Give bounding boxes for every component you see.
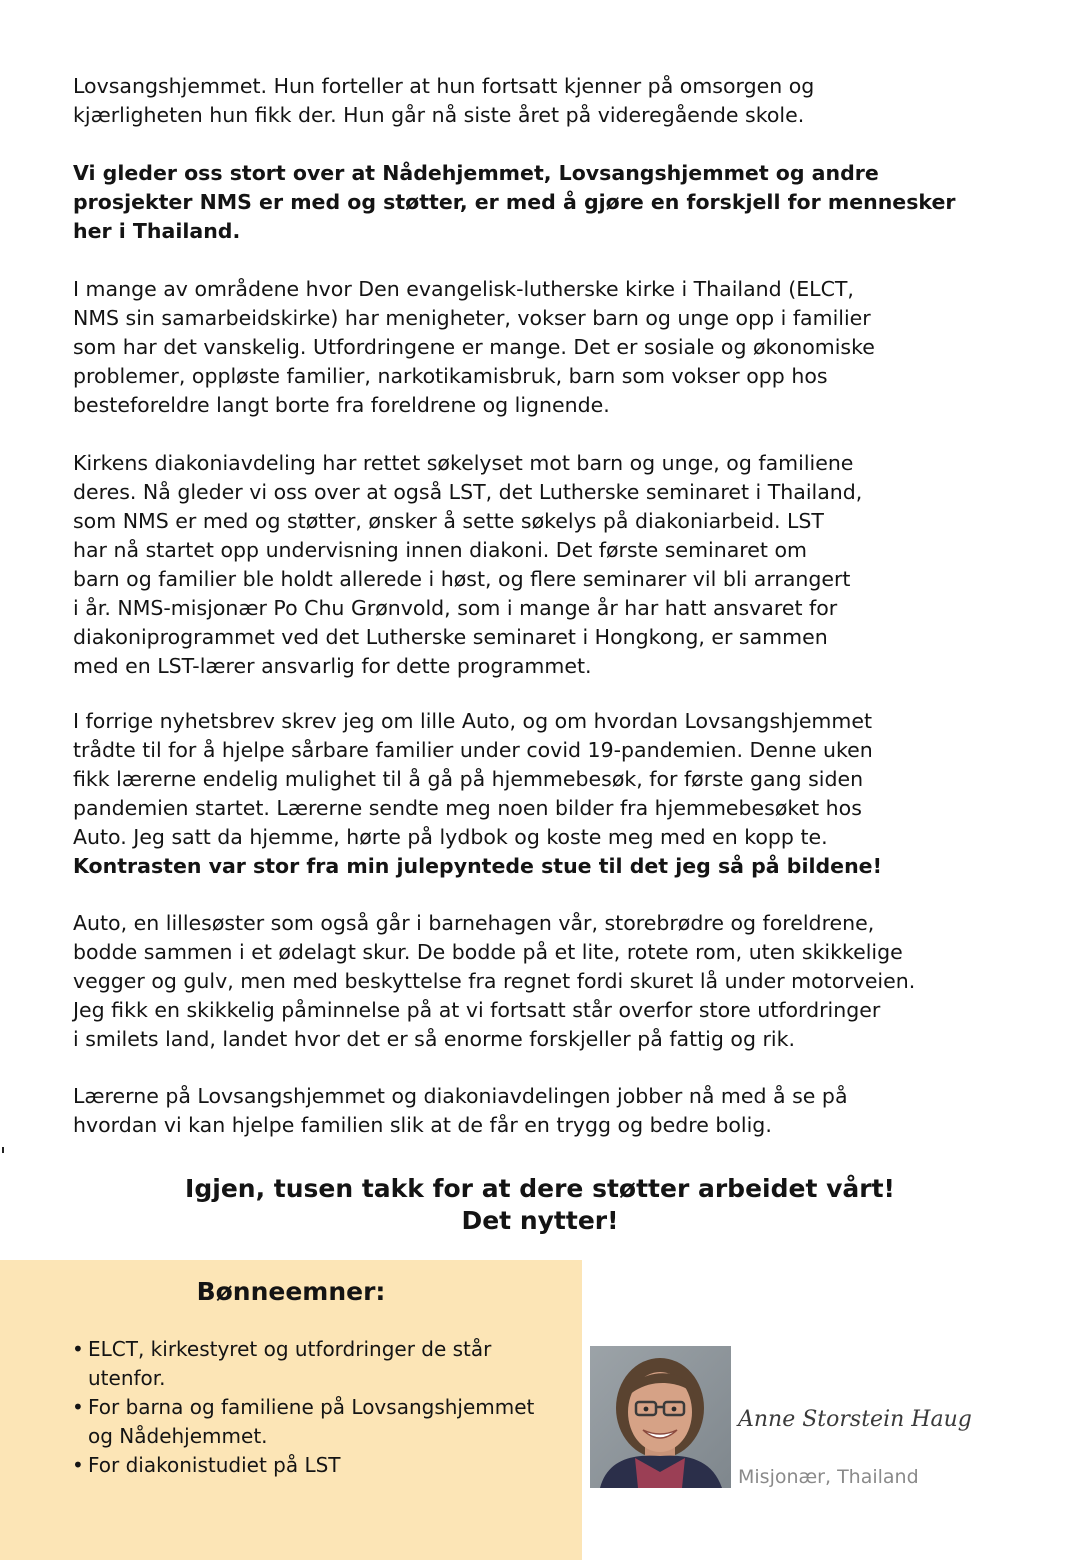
prayer-item-text: For diakonistudiet på LST: [88, 1453, 341, 1477]
prayer-item-text: For barna og familiene på Lovsangshjemmet og Nådehjemmet.: [88, 1395, 535, 1448]
prayer-item: [72, 1451, 577, 1480]
paragraph-5: I forrige nyhetsbrev skrev jeg om lille Auto, og om hvordan Lovsangshjemmet trådte til for å hjelpe sårbare familier under covid 19-pandemien. Denne uken fikk lærerne endelig mulighet til å gå på hjemmebesøk, for første gang siden pandemien startet. Lærerne sendte meg noen bilder fra hjemmebesøket hos Auto. Jeg satt da hjemme, hørte på lydbok og koste meg med en kopp te.: [73, 709, 873, 849]
prayer-item: [72, 1335, 577, 1393]
prayer-item-text: ELCT, kirkestyret og utfordringer de står utenfor.: [88, 1337, 492, 1390]
paragraph-6: Auto, en lillesøster som også går i barnehagen vår, storebrødre og foreldrene, bodde sammen i et ødelagt skur. De bodde på et lite, rotete rom, uten skikkelige vegger og gulv, men med beskyttelse fra regnet fordi skuret lå under motorveien. Jeg fikk en skikkelig påminnelse på at vi fortsatt står overfor store utfordringer i smilets land, landet hvor det er så enorme forskjeller på fattig og rik.: [73, 911, 916, 1051]
portrait-photo: [590, 1346, 731, 1488]
prayer-title: Bønneemner:: [196, 1277, 386, 1306]
author-signature: Anne Storstein Haug: [738, 1407, 972, 1432]
closing-thanks: Igjen, tusen takk for at dere støtter arbeidet vårt!: [185, 1174, 895, 1203]
prayer-item: [72, 1393, 577, 1451]
paragraph-1: Lovsangshjemmet. Hun forteller at hun fortsatt kjenner på omsorgen og kjærligheten hun fikk der. Hun går nå siste året på videregående skole.: [73, 74, 815, 127]
bullet-icon: •: [72, 1395, 84, 1419]
paragraph-3: I mange av områdene hvor Den evangelisk-lutherske kirke i Thailand (ELCT, NMS sin samarbeidskirke) har menigheter, vokser barn og unge opp i familier som har det vanskelig. Utfordringene er mange. Det er sosiale og økonomiske problemer, oppløste familier, narkotikamisbruk, barn som vokser opp hos besteforeldre langt borte fra foreldrene og lignende.: [73, 277, 875, 417]
paragraph-5-bold: Kontrasten var stor fra min julepyntede stue til det jeg så på bildene!: [73, 854, 882, 878]
paragraph-7: Lærerne på Lovsangshjemmet og diakoniavdelingen jobber nå med å se på hvordan vi kan hjelpe familien slik at de får en trygg og bedre bolig.: [73, 1084, 848, 1137]
author-role: Misjonær, Thailand: [738, 1466, 919, 1488]
stray-mark: [2, 1147, 4, 1153]
closing-tagline: Det nytter!: [461, 1206, 619, 1235]
portrait-icon: [590, 1346, 731, 1488]
prayer-list: [72, 1335, 577, 1480]
paragraph-2-bold: Vi gleder oss stort over at Nådehjemmet, Lovsangshjemmet og andre prosjekter NMS er med og støtter, er med å gjøre en forskjell for mennesker her i Thailand.: [73, 161, 956, 243]
paragraph-4: Kirkens diakoniavdeling har rettet søkelyset mot barn og unge, og familiene deres. Nå gleder vi oss over at også LST, det Lutherske seminaret i Thailand, som NMS er med og støtter, ønsker å sette søkelys på diakoniarbeid. LST har nå startet opp undervisning innen diakoni. Det første seminaret om barn og familier ble holdt allerede i høst, og flere seminarer vil bli arrangert i år. NMS-misjonær Po Chu Grønvold, som i mange år har hatt ansvaret for diakoniprogrammet ved det Lutherske seminaret i Hongkong, er sammen med en LST-lærer ansvarlig for dette programmet.: [73, 451, 863, 678]
bullet-icon: •: [72, 1337, 84, 1361]
bullet-icon: •: [72, 1453, 84, 1477]
